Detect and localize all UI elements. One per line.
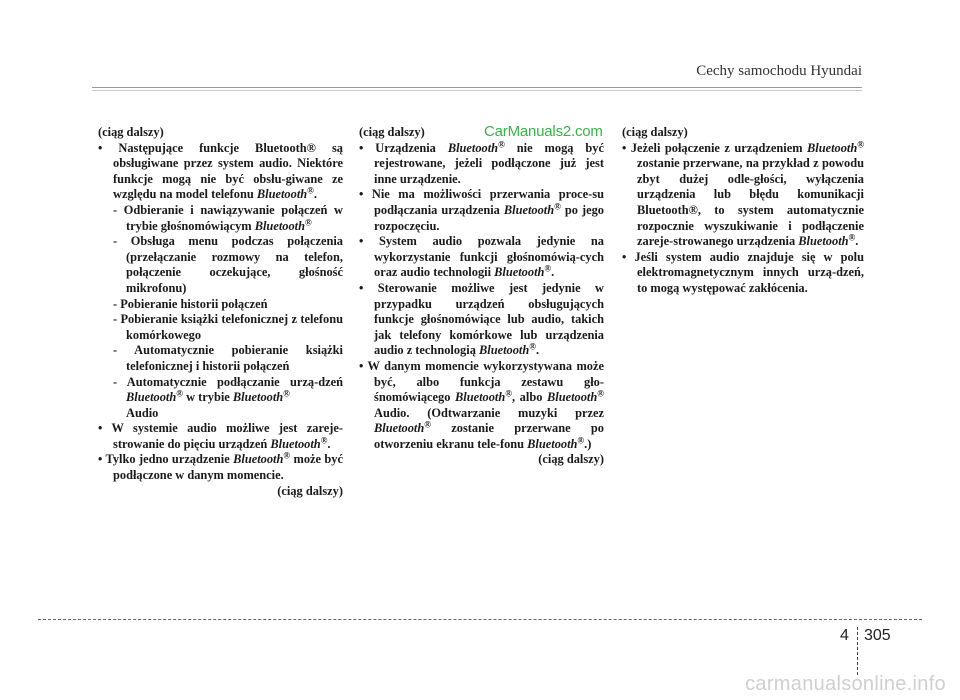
bullet-no-register: • Urządzenia Bluetooth® nie mogą być rejestrowane, jeżeli podłączone już jest inne urządzenie.: [359, 139, 604, 186]
chapter-number: 4: [840, 627, 849, 644]
bullet-interference: • Jeśli system audio znajduje się w polu elektromagnetycznym innych urzą-dzeń, to mogą występować zakłócenia.: [622, 249, 864, 295]
text-column-1: [98, 125, 343, 499]
watermark-carmanualsonline: carmanualsonline.info: [745, 673, 946, 695]
sub-item-auto-download: - Automatycznie pobieranie książki telefonicznej i historii połączeń: [113, 343, 343, 373]
watermark-carmanuals: CarManuals2.com: [484, 123, 603, 140]
continued-label-end: (ciąg dalszy): [277, 483, 343, 498]
bullet-connection-lost: • Jeżeli połączenie z urządzeniem Bluetooth® zostanie przerwane, na przykład z powodu zbyt dużej odle-głości, wyłączenia urządzenia lub błędu komunikacji Bluetooth®, to system automatycznie rozpocznie wyszukiwanie i podłączenie zareje-strowanego urządzenia Bluetooth®.: [622, 139, 864, 249]
sub-item-menu: - Obsługa menu podczas połączenia (przełączanie rozmowy na telefon, połączenie oczekujące, głośność mikrofonu): [113, 234, 343, 295]
text-column-2: [359, 125, 604, 468]
continued-label: (ciąg dalszy): [98, 125, 164, 139]
page-number: 305: [864, 627, 891, 644]
continued-label: (ciąg dalszy): [622, 125, 688, 139]
bullet-register-five: • W systemie audio możliwe jest zareje-strowanie do pięciu urządzeń Bluetooth®.: [98, 421, 343, 451]
bullet-handsfree-only: • System audio pozwala jedynie na wykorzystanie funkcji głośnomówią-cych oraz audio technologii Bluetooth®.: [359, 234, 604, 280]
page-number-divider: [857, 627, 858, 675]
sub-item-auto-connect: - Automatycznie podłączanie urzą-dzeń Bluetooth® w trybie Bluetooth® Audio: [113, 374, 343, 420]
sub-item-phonebook: - Pobieranie książki telefonicznej z telefonu komórkowego: [113, 312, 343, 342]
text-column-3: [622, 125, 864, 297]
footer-dashed-rule: [38, 619, 922, 620]
header-rule: [92, 87, 862, 88]
bullet-supported-functions: • Następujące funkcje Bluetooth® są obsługiwane przez system audio. Niektóre funkcje mogą nie być obsłu-giwane ze względu na model telefonu Bluetooth®.: [98, 140, 343, 202]
sub-item-call-history: - Pobieranie historii połączeń: [113, 296, 268, 311]
sub-item-handsfree: - Odbieranie i nawiązywanie połączeń w trybie głośnomówiącym Bluetooth®: [113, 202, 343, 233]
bullet-control-devices: • Sterowanie możliwe jest jedynie w przypadku urządzeń obsługujących funkcje głośnomówiące lub audio, takich jak telefony komórkowe lub urządzenia audio z technologią Bluetooth®.: [359, 280, 604, 358]
continued-label: (ciąg dalszy): [359, 125, 425, 139]
header-title: Cechy samochodu Hyundai: [696, 63, 862, 79]
bullet-no-interrupt: • Nie ma możliwości przerwania proce-su podłączania urządzenia Bluetooth® po jego rozpoczęciu.: [359, 187, 604, 233]
header-rule-secondary: [92, 90, 862, 91]
bullet-either-function: • W danym momencie wykorzystywana może być, albo funkcja zestawu gło-śnomówiącego Bluetooth®, albo Bluetooth® Audio. (Odtwarzanie muzyki przez Bluetooth® zostanie przerwane po otworzeniu ekranu tele-fonu Bluetooth®.): [359, 358, 604, 451]
bullet-one-device: • Tylko jedno urządzenie Bluetooth® może być podłączone w danym momencie.: [98, 450, 343, 483]
continued-label-end: (ciąg dalszy): [538, 452, 604, 467]
